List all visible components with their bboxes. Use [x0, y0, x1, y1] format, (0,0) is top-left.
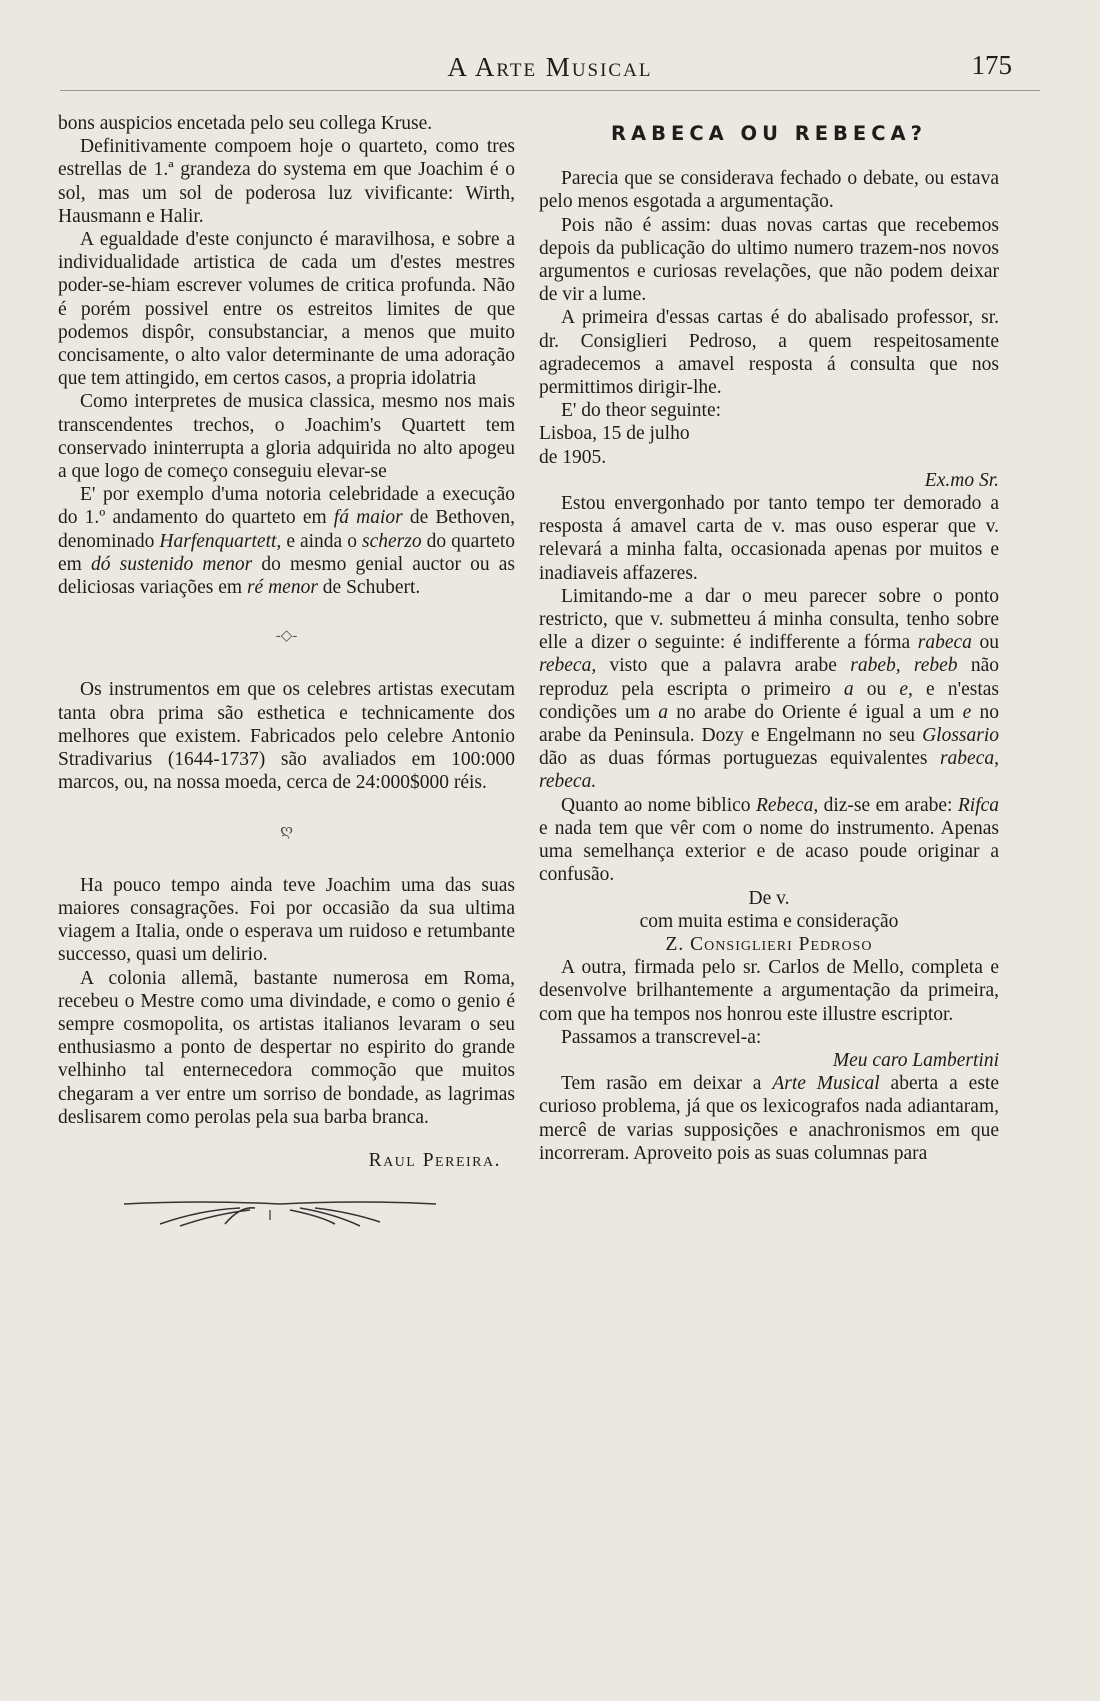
paragraph: A outra, firmada pelo sr. Carlos de Mello, completa e desenvolve brilhantemente a argumentação da primeira, com que ha tempos nos honrou este illustre escriptor. [539, 957, 999, 1025]
paragraph: Como interpretes de musica classica, mesmo nos mais transcendentes trechos, o Joachim's Quartett tem conservado ininterrupta a gloria adquirida no alto apogeu a que logo de começo conseguiu elevar-se [58, 391, 515, 483]
letter-dateline: de 1905. [539, 446, 607, 468]
letter-salutation: Meu caro Lambertini [832, 1049, 999, 1071]
header-rule [60, 90, 1040, 91]
paragraph: Estou envergonhado por tanto tempo ter demorado a resposta á amavel carta de v. mas ouso esperar que v. relevará a minha falta, occasionada apenas por muitos e inadiaveis affazeres. [539, 493, 999, 584]
paragraph: Pois não é assim: duas novas cartas que recebemos depois da publicação do ultimo numero trazem-nos novos argumentos e curiosas revelações, que não podem deixar de vir a lume. [539, 214, 999, 306]
left-column [58, 112, 515, 1238]
paragraph: Ha pouco tempo ainda teve Joachim uma das suas maiores consagrações. Foi por occasião da sua ultima viagem a Italia, onde o esperava um ruidoso e retumbante successo, quasi um delirio. [58, 874, 515, 966]
letter-dateline: Lisboa, 15 de julho [539, 423, 690, 445]
paragraph: E' do theor seguinte: [561, 400, 722, 422]
ornament-divider: ღ [280, 823, 293, 840]
paragraph: bons auspicios encetada pelo seu collega Kruse. [58, 113, 433, 134]
tailpiece-ornament-icon [120, 1198, 515, 1238]
letter-closing: com muita estima e consideração [639, 910, 899, 932]
paragraph: A colonia allemã, bastante numerosa em Roma, recebeu o Mestre como uma divindade, e como o genio é sempre cosmopolita, os artistas italianos levaram o seu enthusiasmo a ponto de despertar no espirito do grande velhinho tal enternecedora commoção que muitos chegaram a ver entre um sorriso de bondade, as lagrimas deslisarem como perolas pela sua barba branca. [58, 967, 515, 1128]
paragraph: A egualdade d'este conjuncto é maravilhosa, e sobre a individualidade artistica de cada um d'estes mestres poder-se-hiam escrever volumes de critica profunda. Não é porém possivel entre os estreitos limites de que podemos dispôr, consubstanciar, a menos que muito concisamente, o alto valor determinante de uma adoração que tem attingido, em certos casos, a propria idolatria [58, 229, 515, 390]
running-title: A Arte Musical [447, 52, 653, 82]
paragraph: Definitivamente compoem hoje o quarteto, como tres estrellas de 1.ª grandeza do systema em que Joachim é o sol, mas um sol de poderosa luz vivificante: Wirth, Hausmann e Halir. [58, 136, 515, 227]
paragraph: Quanto ao nome biblico Rebeca, diz-se em arabe: Rifca e nada tem que vêr com o nome do instrumento. Apenas uma semelhança exterior e de acaso poude originar a confusão. [539, 794, 1000, 886]
page-number: 175 [971, 50, 1012, 80]
paragraph: Parecia que se considerava fechado o debate, ou estava pelo menos esgotada a argumentação. [539, 168, 999, 213]
paragraph: Limitando-me a dar o meu parecer sobre o ponto restricto, que v. submetteu á minha consulta, tenho sobre elle a dizer o seguinte: é indifferente a fórma rabeca ou rebeca, visto que a palavra arabe rabeb, rebeb não reproduz pela escripta o primeiro a ou e, e n'estas condições um a no arabe do Oriente é igual a um e no arabe da Peninsula. Dozy e Engelmann no seu Glossario dão as duas fórmas portuguezas equivalentes rabeca, rebeca. [539, 585, 1000, 793]
ornament-divider: -◇- [275, 628, 298, 645]
article-title: RABECA OU REBECA? [611, 122, 927, 145]
paragraph: E' por exemplo d'uma notoria celebridade a execução do 1.º andamento do quarteto em fá maior de Bethoven, denominado Harfenquartett, e ainda o scherzo do quarteto em dó sustenido menor do mesmo genial auctor ou as deliciosas variações em ré menor de Schubert. [58, 484, 516, 599]
paragraph: Passamos a transcrevel-a: [561, 1026, 762, 1048]
paragraph: Tem rasão em deixar a Arte Musical aberta a este curioso problema, já que os lexicografos nada adiantaram, mercê de varias supposições e anachronismos em que incorreram. Aproveito pois as suas columnas para [539, 1073, 999, 1164]
letter-salutation: Ex.mo Sr. [924, 469, 999, 491]
right-column [539, 112, 999, 1165]
paragraph: Os instrumentos em que os celebres artistas executam tanta obra prima são esthetica e technicamente dos melhores que existem. Fabricados pelo celebre Antonio Stradivarius (1644-1737) são avaliados em 100:000 marcos, ou, na nossa moeda, cerca de 24:000$000 réis. [58, 679, 515, 794]
page-header [0, 50, 1100, 90]
letter-signature: Z. Consiglieri Pedroso [665, 933, 873, 955]
paragraph: A primeira d'essas cartas é do abalisado professor, sr. dr. Consiglieri Pedroso, a quem respeitosamente agradecemos a amavel resposta á consulta que nos permittimos dirigir-lhe. [539, 307, 999, 399]
letter-closing: De v. [748, 887, 790, 909]
author-signature: Raul Pereira. [368, 1149, 501, 1171]
